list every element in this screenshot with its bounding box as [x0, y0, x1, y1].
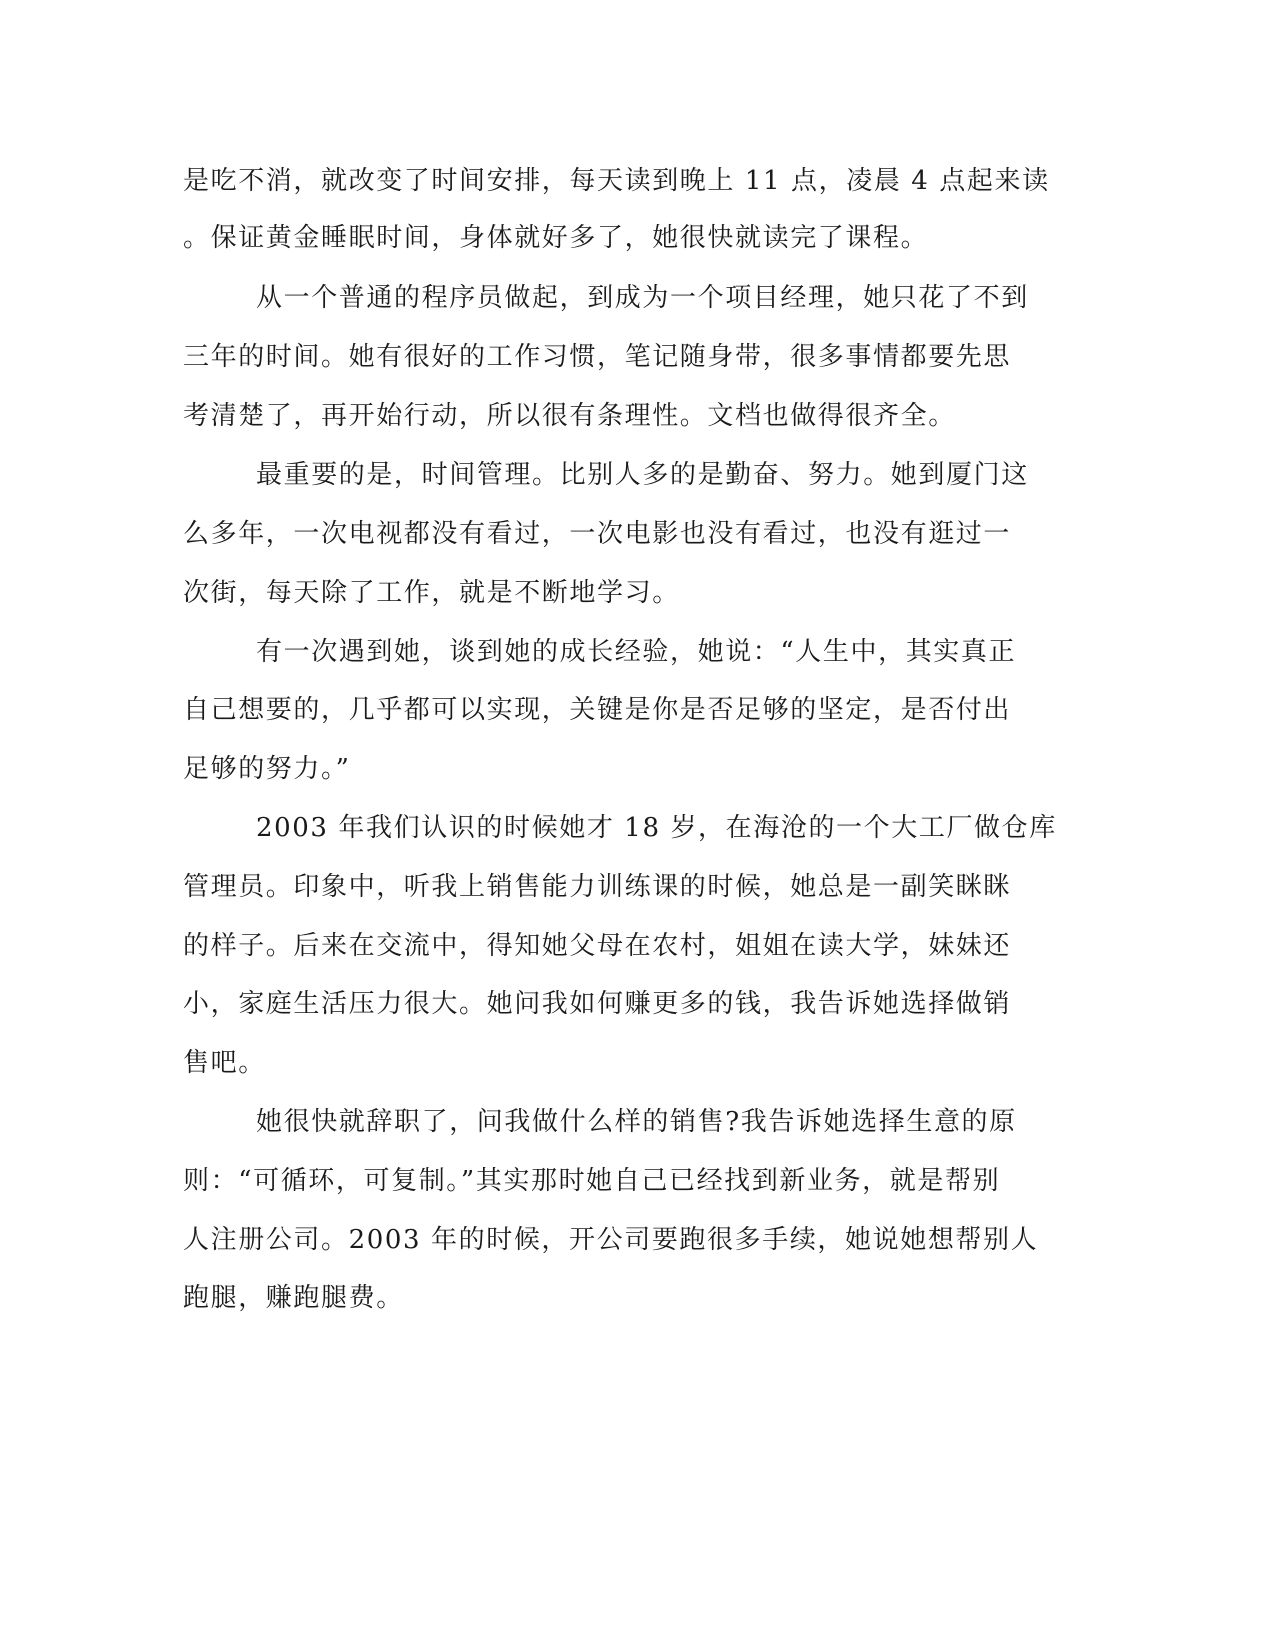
text-line: 管理员。印象中，听我上销售能力训练课的时候，她总是一副笑眯眯 [183, 872, 1012, 902]
text-line: 跑腿，赚跑腿费。 [183, 1283, 404, 1313]
text-line: 么多年，一次电视都没有看过，一次电影也没有看过，也没有逛过一 [183, 519, 1012, 549]
paragraph-start-line: 2003 年我们认识的时候她才 18 岁，在海沧的一个大工厂做仓库 [256, 813, 1057, 843]
paragraph-start-line: 她很快就辞职了，问我做什么样的销售?我告诉她选择生意的原 [256, 1107, 1017, 1137]
text-line: 人注册公司。2003 年的时候，开公司要跑很多手续，她说她想帮别人 [183, 1225, 1039, 1255]
text-line: 自己想要的，几乎都可以实现，关键是你是否足够的坚定，是否付出 [183, 695, 1012, 725]
text-line: 次街，每天除了工作，就是不断地学习。 [183, 578, 680, 608]
text-line: 考清楚了，再开始行动，所以很有条理性。文档也做得很齐全。 [183, 401, 956, 431]
text-line: 小，家庭生活压力很大。她问我如何赚更多的钱，我告诉她选择做销 [183, 989, 1012, 1019]
paragraph-start-line: 有一次遇到她，谈到她的成长经验，她说：“人生中，其实真正 [256, 637, 1017, 667]
paragraph-start-line: 从一个普通的程序员做起，到成为一个项目经理，她只花了不到 [256, 283, 1029, 313]
text-line: 的样子。后来在交流中，得知她父母在农村，姐姐在读大学，妹妹还 [183, 931, 1012, 961]
text-line: 则：“可循环，可复制。”其实那时她自己已经找到新业务，就是帮别 [183, 1166, 1001, 1196]
text-line: 是吃不消，就改变了时间安排，每天读到晚上 11 点，凌晨 4 点起来读 [183, 166, 1050, 196]
text-line: 三年的时间。她有很好的工作习惯，笔记随身带，很多事情都要先思 [183, 342, 1012, 372]
paragraph-start-line: 最重要的是，时间管理。比别人多的是勤奋、努力。她到厦门这 [256, 460, 1029, 490]
text-line: 足够的努力。” [183, 754, 351, 784]
text-line: 。保证黄金睡眠时间，身体就好多了，她很快就读完了课程。 [183, 223, 929, 253]
text-line: 售吧。 [183, 1048, 266, 1078]
